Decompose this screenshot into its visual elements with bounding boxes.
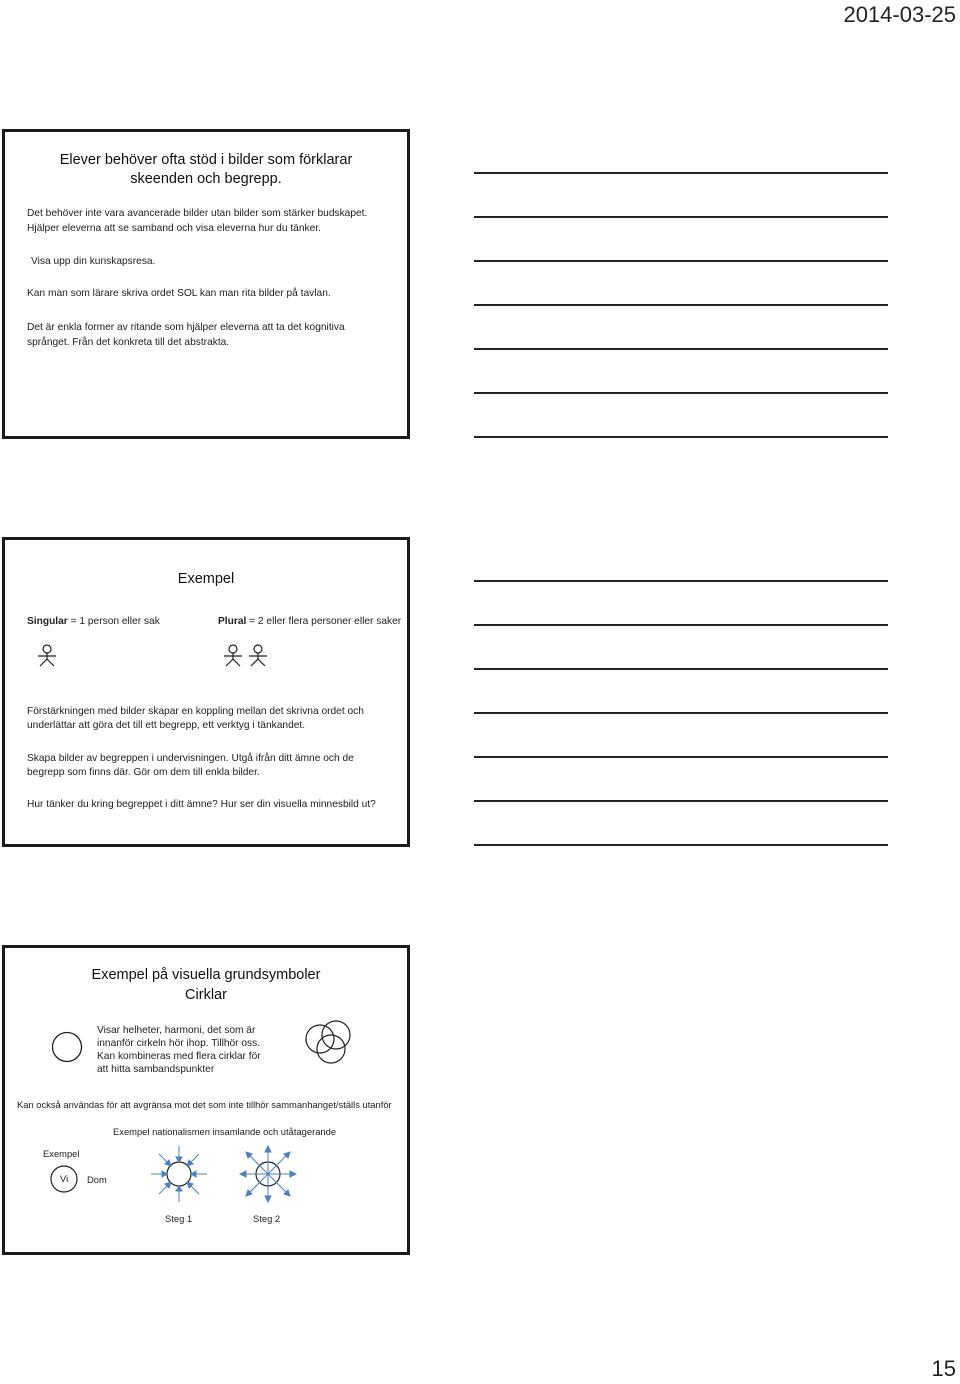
slide-1 xyxy=(2,129,410,439)
page-number: 15 xyxy=(931,1356,956,1381)
slide-2-paragraph-1-line-1: Förstärkningen med bilder skapar en koppling mellan det skrivna ordet och xyxy=(27,706,364,717)
plural-text: = 2 eller flera personer eller saker xyxy=(246,616,402,627)
person-icon-2 xyxy=(248,644,268,668)
slide-2-paragraph-2-line-2: begrepp som finns där. Gör om dem till enkla bilder. xyxy=(27,767,260,778)
step-1-inward-arrows-icon xyxy=(149,1144,209,1204)
person-icon-1 xyxy=(223,644,243,668)
note-line xyxy=(474,712,888,714)
circle-description-line-4: att hitta sambandspunkter xyxy=(97,1064,215,1075)
slide-1-title-line-1: Elever behöver ofta stöd i bilder som förklarar xyxy=(59,152,353,168)
step-2-outward-arrows-icon xyxy=(238,1144,298,1204)
note-line xyxy=(474,436,888,438)
slide-1-paragraph-1-line-1: Det behöver inte vara avancerade bilder utan bilder som stärker budskapet. xyxy=(27,208,368,219)
circle-description-line-1: Visar helheter, harmoni, det som är xyxy=(97,1025,256,1036)
singular-label: Singular xyxy=(27,616,68,627)
slide-3 xyxy=(2,945,410,1255)
example-label: Exempel xyxy=(43,1148,80,1159)
note-line xyxy=(474,260,888,262)
plural-definition xyxy=(218,615,401,629)
slide-1-paragraph-1-line-2: Hjälper eleverna att se samband och visa eleverna hur du tänker. xyxy=(27,223,321,234)
slide-2-paragraph-3: Hur tänker du kring begreppet i ditt ämne? Hur ser din visuella minnesbild ut? xyxy=(27,799,376,810)
note-line xyxy=(474,392,888,394)
note-line xyxy=(474,172,888,174)
singular-text: = 1 person eller sak xyxy=(67,616,160,627)
nationalism-example: Exempel nationalismen insamlande och utåtagerande xyxy=(113,1126,337,1137)
circle-description-line-2: innanför cirkeln hör ihop. Tillhör oss. xyxy=(97,1038,261,1049)
step-2-label: Steg 2 xyxy=(253,1213,281,1224)
slide-2 xyxy=(2,537,410,847)
singular-definition xyxy=(27,615,160,629)
note-line xyxy=(474,624,888,626)
venn-circles-icon xyxy=(303,1020,363,1070)
slide-3-title-line-2: Cirklar xyxy=(185,987,227,1003)
note-line xyxy=(474,216,888,218)
step-1-label: Steg 1 xyxy=(165,1213,193,1224)
slide-3-title-line-1: Exempel på visuella grundsymboler xyxy=(91,967,321,983)
page-date: 2014-03-25 xyxy=(843,2,956,27)
slide-1-paragraph-4-line-1: Det är enkla former av ritande som hjälper eleverna att ta det kognitiva xyxy=(27,322,345,333)
dom-label: Dom xyxy=(87,1174,107,1185)
note-line xyxy=(474,800,888,802)
single-person-icon xyxy=(37,644,57,668)
note-line xyxy=(474,756,888,758)
boundary-text: Kan också användas för att avgränsa mot det som inte tillhör sammanhanget/ställs utanför xyxy=(17,1099,392,1110)
slide-1-paragraph-2: Visa upp din kunskapsresa. xyxy=(31,256,156,267)
plural-label: Plural xyxy=(218,616,247,627)
slide-1-title-line-2: skeenden och begrepp. xyxy=(130,171,282,187)
slide-1-paragraph-4-line-2: språnget. Från det konkreta till det abstrakta. xyxy=(27,337,230,348)
single-circle-icon xyxy=(51,1031,85,1065)
note-line xyxy=(474,348,888,350)
slide-2-paragraph-1-line-2: underlättar att göra det till ett begrepp, ett verktyg i tänkandet. xyxy=(27,720,306,731)
vi-label: Vi xyxy=(60,1173,69,1184)
note-line xyxy=(474,668,888,670)
slide-2-paragraph-2-line-1: Skapa bilder av begreppen i undervisningen. Utgå ifrån ditt ämne och de xyxy=(27,753,354,764)
note-line xyxy=(474,580,888,582)
circle-description-line-3: Kan kombineras med flera cirklar för xyxy=(97,1051,261,1062)
slide-2-title: Exempel xyxy=(177,571,235,587)
note-line xyxy=(474,844,888,846)
slide-1-paragraph-3: Kan man som lärare skriva ordet SOL kan man rita bilder på tavlan. xyxy=(27,288,331,299)
note-line xyxy=(474,304,888,306)
